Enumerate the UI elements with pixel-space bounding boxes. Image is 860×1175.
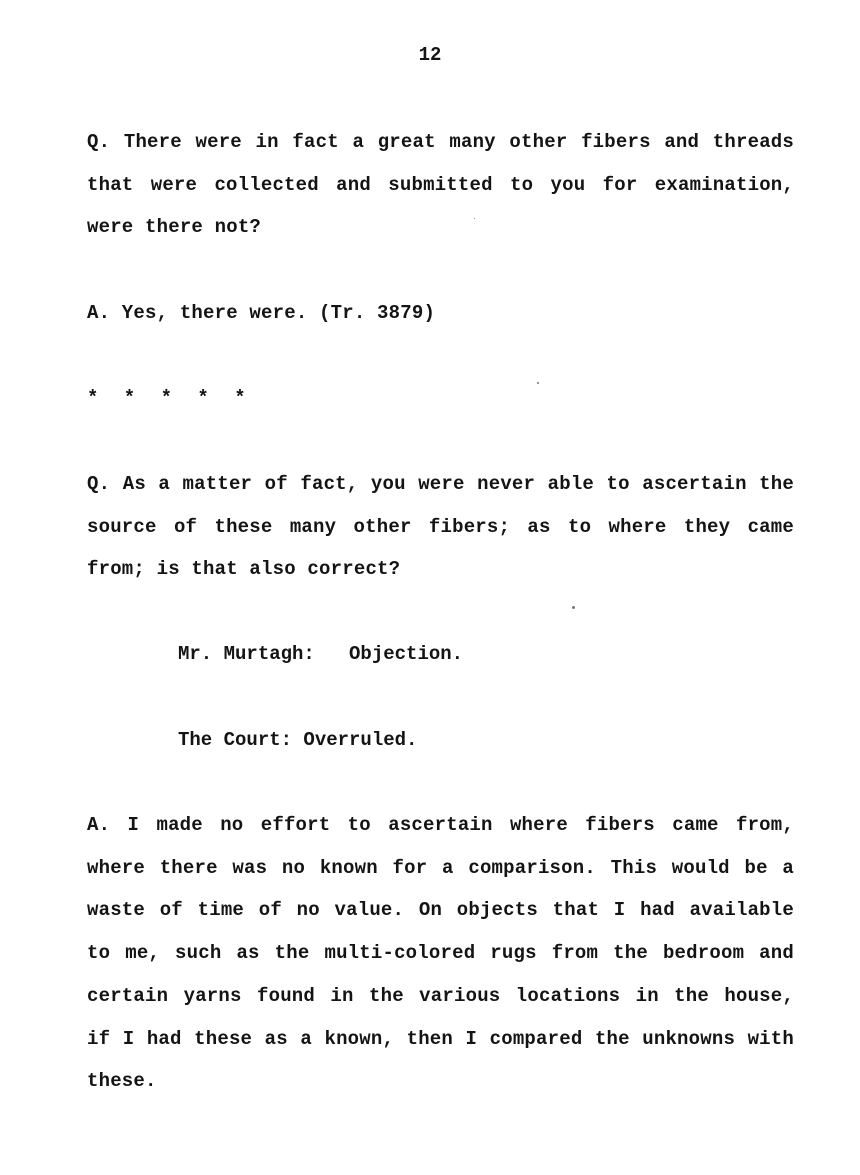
- section-separator: * * * * *: [87, 387, 253, 409]
- scan-speck: [537, 382, 539, 384]
- objection-line: Mr. Murtagh: Objection.: [178, 643, 464, 665]
- question-fibers-collected: Q. There were in fact a great many other fibers and threads that were collected and submitted to you for examination, were there not?: [87, 131, 794, 239]
- court-ruling-line: The Court: Overruled.: [178, 729, 418, 751]
- answer-yes-there-were: A. Yes, there were. (Tr. 3879): [87, 302, 436, 324]
- scan-speck: [572, 606, 575, 609]
- question-source-of-fibers: Q. As a matter of fact, you were never able to ascertain the source of these many other fibers; as to where they came from; is that also correct?: [87, 473, 794, 581]
- page-number: 12: [418, 44, 442, 66]
- answer-no-effort: A. I made no effort to ascertain where fibers came from, where there was no known for a comparison. This would be a waste of time of no value. On objects that I had available to me, such as the multi-colored rugs from the bedroom and certain yarns found in the various locations in the house, if I had these as a known, then I compared the unknowns with these.: [87, 814, 794, 1093]
- scan-speck: [474, 218, 475, 219]
